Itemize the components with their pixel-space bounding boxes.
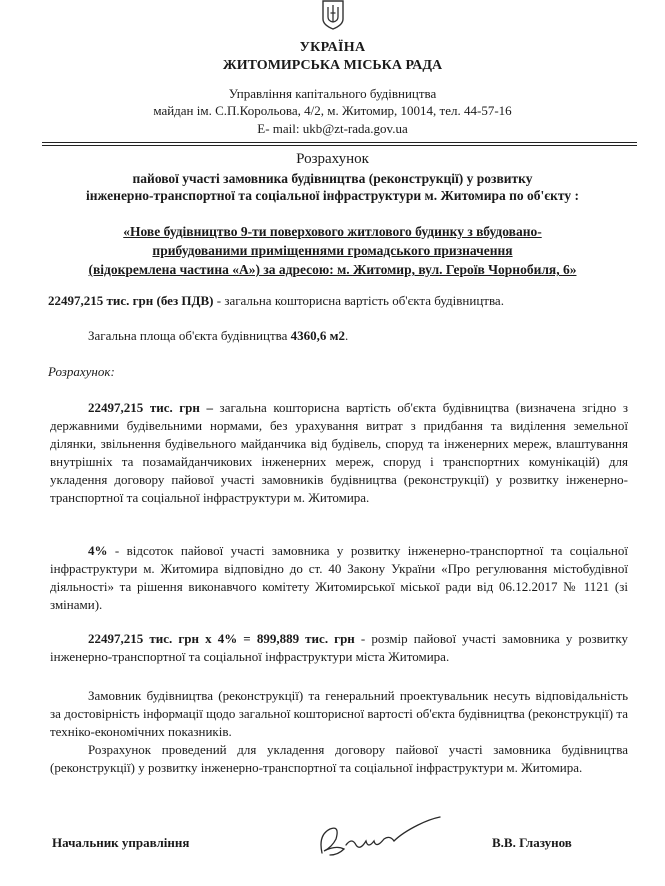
calc-p3-value: 22497,215 тис. грн х 4% = 899,889 тис. грн — [88, 631, 355, 646]
calc-p2-value: 4% — [88, 543, 108, 558]
calc-p3-text: - розмір пайової участі замовника у розвитку інженерно-транспортної та соціальної інфраструктури міста Житомира. — [50, 631, 628, 664]
area-text: Загальна площа об'єкта будівництва — [88, 328, 291, 343]
handwritten-signature — [310, 815, 450, 865]
document-subject — [0, 170, 665, 204]
header-divider — [42, 142, 637, 143]
area-end: . — [344, 328, 349, 343]
subject-line: пайової участі замовника будівництва (реконструкції) у розвитку — [132, 171, 533, 186]
country-name: УКРАЇНА — [299, 40, 366, 55]
calc-p1-value: 22497,215 тис. грн – — [88, 400, 213, 415]
responsibility-paragraph: Замовник будівництва (реконструкції) та генеральний проектувальник несуть відповідальність за достовірність інформації щодо загальної кошторисної вартості об'єкта будівництва (реконструкції) та техніко-економічних показників. — [50, 688, 628, 739]
area-value: 4360,6 м2 — [290, 328, 345, 343]
area-line — [88, 327, 628, 345]
coat-of-arms-icon — [321, 0, 345, 30]
signatory-name: В.В. Глазунов — [492, 835, 572, 850]
total-cost-value: 22497,215 тис. грн (без ПДВ) — [48, 293, 214, 308]
object-line: прибудованими приміщеннями громадського призначення — [152, 243, 513, 258]
purpose-paragraph: Розрахунок проведений для укладення договору пайової участі замовника будівництва (реконструкції) у розвитку інженерно-транспортної та соціальної інфраструктури м. Житомира. — [50, 742, 628, 775]
object-name — [0, 222, 665, 279]
department-name: Управління капітального будівництва — [228, 86, 437, 101]
object-line: (відокремлена частина «А») за адресою: м. Житомир, вул. Героїв Чорнобиля, 6» — [88, 262, 577, 277]
subject-line: інженерно-транспортної та соціальної інфраструктури м. Житомира по об'єкту : — [86, 188, 579, 203]
calc-label: Розрахунок: — [48, 364, 115, 379]
object-line: «Нове будівництво 9-ти поверхового житлового будинку з вбудовано- — [123, 224, 542, 239]
total-cost-text: - загальна кошторисна вартість об'єкта будівництва. — [213, 293, 504, 308]
total-cost-line — [48, 292, 628, 310]
calc-paragraph-3 — [50, 630, 628, 666]
signatory-position: Начальник управління — [52, 835, 190, 850]
email-line: E- mail: ukb@zt-rada.gov.ua — [257, 121, 408, 136]
header-divider-thin — [42, 145, 637, 146]
document-title: Розрахунок — [296, 151, 369, 167]
calc-p1-text: загальна кошторисна вартість об'єкта будівництва (визначена згідно з державними будівельними нормами, без урахування витрат з придбання та виділення земельної ділянки, звільнення будівельного майданчика від будівель, споруд та інженерних мереж, влаштування внутрішніх та позамайданчикових інженерних мереж, споруд і транспортних комунікацій) для укладення договору пайової участі замовників будівництва (реконструкції) у розвитку інженерно-транспортної та соціальної інфраструктури м. Житомира. — [50, 400, 628, 505]
council-name: ЖИТОМИРСЬКА МІСЬКА РАДА — [222, 58, 443, 73]
calc-paragraph-1 — [50, 399, 628, 507]
calc-paragraph-2 — [50, 542, 628, 614]
calc-p2-text: - відсоток пайової участі замовника у розвитку інженерно-транспортної та соціальної інфраструктури м. Житомира відповідно до ст. 40 Закону України «Про регулювання містобудівної діяльності» та рішення виконавчого комітету Житомирської міської ради від 06.12.2017 № 1121 (зі змінами). — [50, 543, 628, 612]
address-line: майдан ім. С.П.Корольова, 4/2, м. Житомир, 10014, тел. 44-57-16 — [153, 103, 512, 118]
